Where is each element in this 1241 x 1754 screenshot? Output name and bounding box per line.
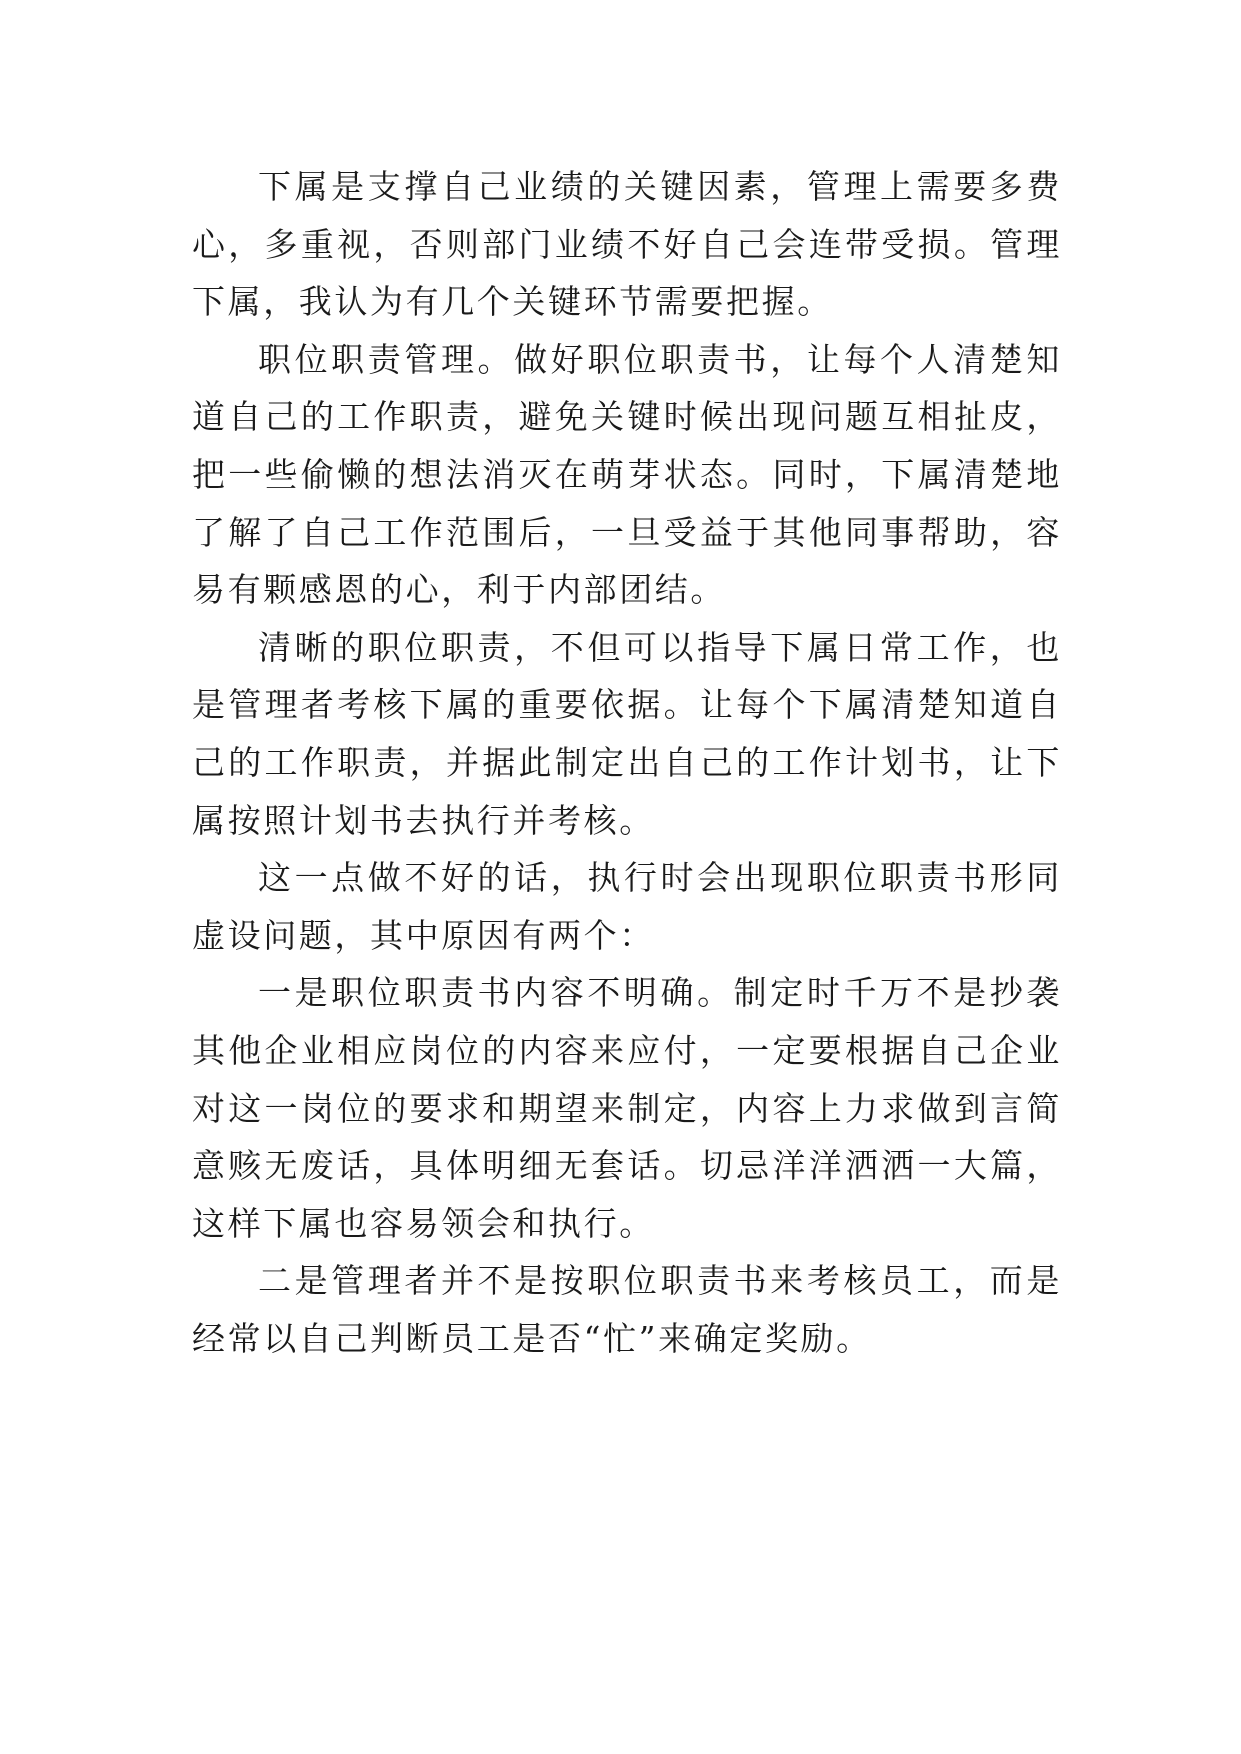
paragraph-6: 二是管理者并不是按职位职责书来考核员工，而是经常以自己判断员工是否“忙”来确定奖励。: [192, 1261, 1062, 1358]
paragraph-1: 下属是支撑自己业绩的关键因素，管理上需要多费心，多重视，否则部门业绩不好自己会连带受损。管理下属，我认为有几个关键环节需要把握。: [192, 167, 1062, 322]
paragraph-3: 清晰的职位职责，不但可以指导下属日常工作，也是管理者考核下属的重要依据。让每个下属清楚知道自己的工作职责，并据此制定出自己的工作计划书，让下属按照计划书去执行并考核。: [192, 627, 1062, 840]
paragraph-4: 这一点做不好的话，执行时会出现职位职责书形同虚设问题，其中原因有两个：: [192, 858, 1062, 955]
paragraph-2: 职位职责管理。做好职位职责书，让每个人清楚知道自己的工作职责，避免关键时候出现问题互相扯皮，把一些偷懒的想法消灭在萌芽状态。同时，下属清楚地了解了自己工作范围后，一旦受益于其他同事帮助，容易有颗感恩的心，利于内部团结。: [192, 339, 1062, 610]
document-body: [192, 158, 1062, 1367]
paragraph-5: 一是职位职责书内容不明确。制定时千万不是抄袭其他企业相应岗位的内容来应付，一定要根据自己企业对这一岗位的要求和期望来制定，内容上力求做到言简意赅无废话，具体明细无套话。切忌洋洋洒洒一大篇，这样下属也容易领会和执行。: [192, 973, 1062, 1243]
